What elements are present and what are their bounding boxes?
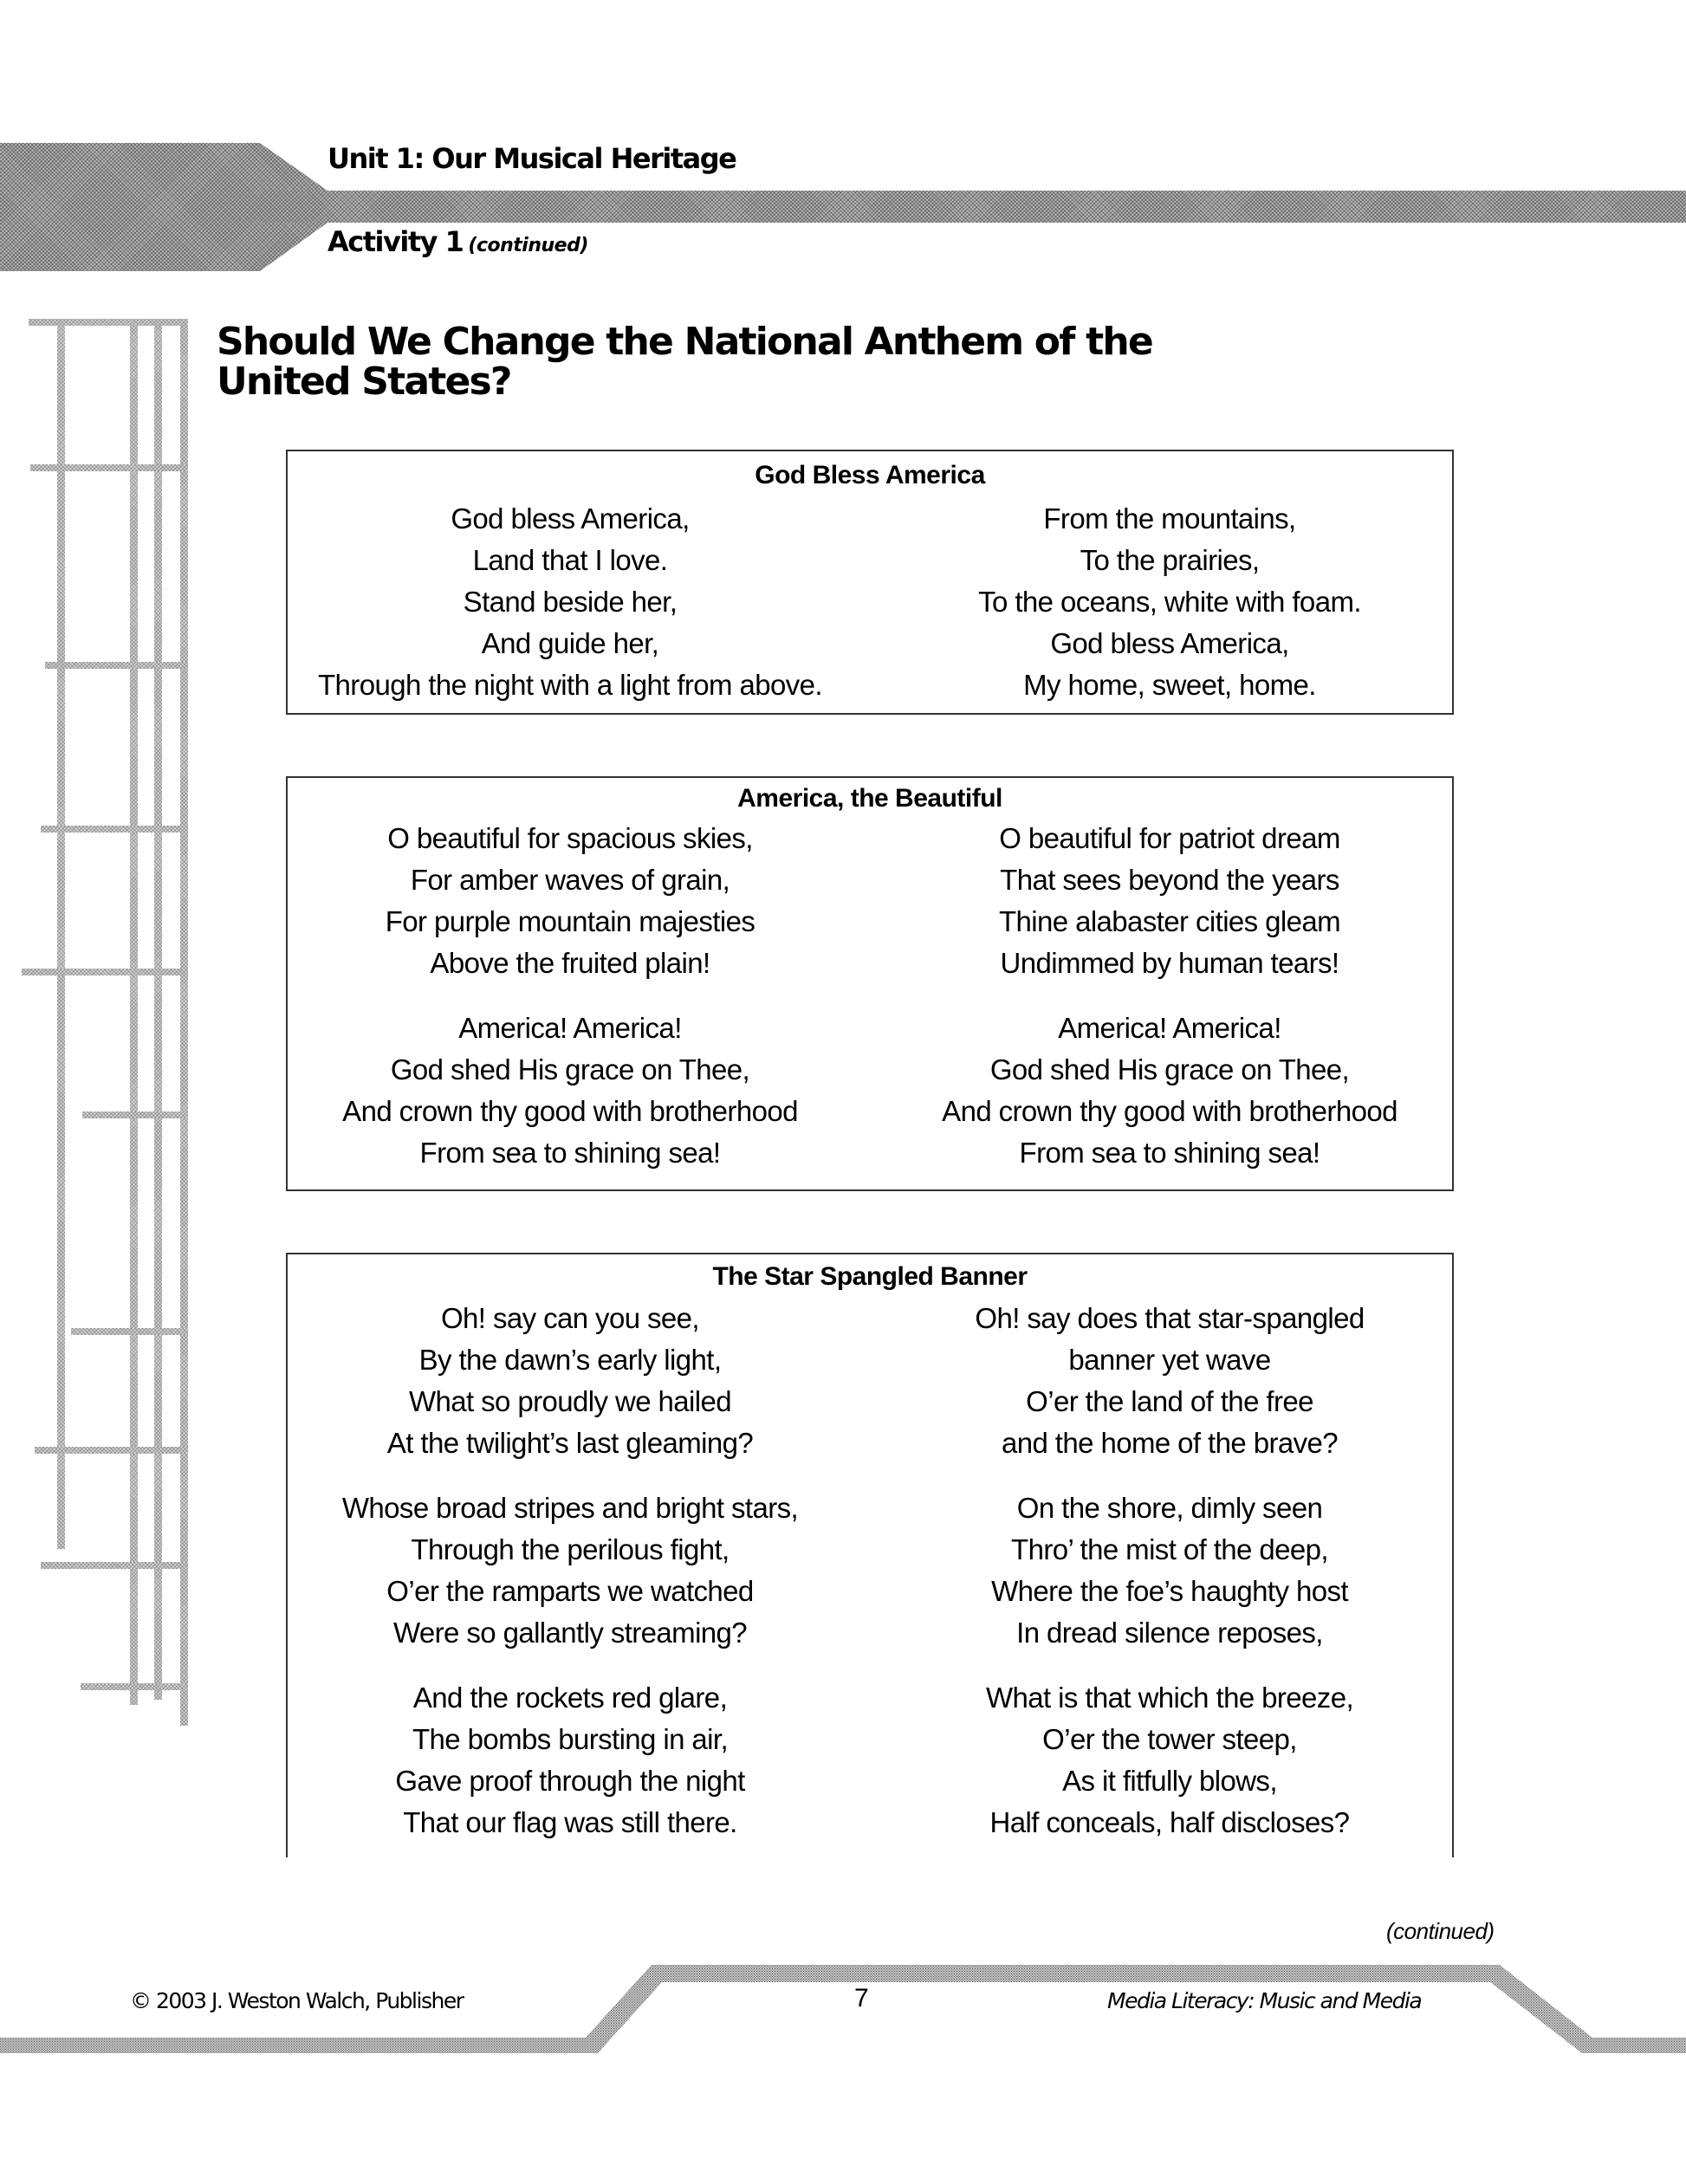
lyric-line: banner yet wave <box>1068 1344 1271 1376</box>
lyrics-stanza <box>288 498 853 706</box>
grid-horizontal-line <box>81 1683 188 1690</box>
lyrics-stanza <box>887 1008 1452 1174</box>
lyrics-left-column <box>288 818 870 1174</box>
lyric-line: At the twilight’s last gleaming? <box>386 1427 754 1459</box>
page-title-line-2: United States? <box>217 360 511 404</box>
lyrics-stanza <box>288 1487 853 1654</box>
lyric-line: God bless America, <box>1050 627 1289 659</box>
lyrics-stanza <box>887 818 1452 984</box>
lyric-line: Oh! say does that star-spangled <box>975 1302 1365 1334</box>
continued-note: (continued) <box>1386 1918 1495 1944</box>
lyric-line: God shed His grace on Thee, <box>989 1053 1350 1086</box>
footer-book-title: Media Literacy: Music and Media <box>1107 1988 1422 2013</box>
grid-vertical-line <box>57 321 65 1549</box>
lyric-line: On the shore, dimly seen <box>1016 1492 1323 1524</box>
lyric-line: And crown thy good with brotherhood <box>942 1095 1397 1127</box>
footer-page-number: 7 <box>854 1984 868 2012</box>
lyrics-left-column <box>288 498 870 706</box>
lyric-line: The bombs bursting in air, <box>412 1723 729 1755</box>
lyrics-stanza <box>288 1298 853 1464</box>
lyric-line: That our flag was still there. <box>403 1806 737 1838</box>
grid-vertical-line <box>180 321 188 1726</box>
lyric-line: From the mountains, <box>1043 502 1296 535</box>
footer-copyright: © 2003 J. Weston Walch, Publisher <box>130 1988 464 2013</box>
activity-continued-note: (continued) <box>468 235 588 256</box>
lyric-line: O beautiful for patriot dream <box>999 822 1340 854</box>
lyric-line: Half conceals, half discloses? <box>989 1806 1350 1838</box>
grid-horizontal-line <box>41 826 188 833</box>
lyric-line: Undimmed by human tears! <box>1000 947 1339 979</box>
song-title: The Star Spangled Banner <box>712 1262 1028 1291</box>
page-title-line-1: Should We Change the National Anthem of the <box>217 320 1152 364</box>
lyric-line: God shed His grace on Thee, <box>390 1053 750 1086</box>
activity-title <box>327 225 588 258</box>
page-title <box>217 322 1343 402</box>
lyric-line: Through the night with a light from above. <box>318 669 822 701</box>
lyric-line: From sea to shining sea! <box>1019 1137 1320 1169</box>
lyric-line: To the oceans, white with foam. <box>978 586 1361 618</box>
lyric-line: Gave proof through the night <box>395 1765 745 1797</box>
lyric-line: For purple mountain majesties <box>385 905 755 937</box>
lyric-line: From sea to shining sea! <box>419 1137 721 1169</box>
lyric-line: O’er the tower steep, <box>1042 1723 1297 1755</box>
song-box-america-the-beautiful <box>286 776 1454 1191</box>
lyrics-stanza <box>887 1487 1452 1654</box>
lyric-line: To the prairies, <box>1080 544 1260 576</box>
grid-horizontal-line <box>29 319 188 326</box>
grid-vertical-line <box>154 321 162 1700</box>
lyric-line: Through the perilous fight, <box>411 1533 730 1565</box>
lyric-line: For amber waves of grain, <box>410 864 730 896</box>
lyrics-left-column <box>288 1298 870 1844</box>
lyrics-right-column <box>870 498 1452 706</box>
lyric-line: And crown thy good with brotherhood <box>342 1095 798 1127</box>
lyrics-right-column <box>870 1298 1452 1844</box>
lyric-line: Were so gallantly streaming? <box>392 1617 748 1649</box>
lyric-line: What so proudly we hailed <box>408 1385 732 1417</box>
lyric-line: Thine alabaster cities gleam <box>998 905 1341 937</box>
lyric-line: What is that which the breeze, <box>985 1682 1354 1714</box>
lyric-line: Whose broad stripes and bright stars, <box>341 1492 799 1524</box>
lyric-line: O’er the land of the free <box>1026 1385 1313 1417</box>
song-box-god-bless-america <box>286 450 1454 715</box>
lyrics-right-column <box>870 818 1452 1174</box>
unit-title: Unit 1: Our Musical Heritage <box>327 142 736 175</box>
lyrics-stanza <box>288 1008 853 1174</box>
activity-label: Activity 1 <box>327 225 464 258</box>
lyric-line: Where the foe’s haughty host <box>991 1575 1348 1607</box>
lyric-line: My home, sweet, home. <box>1023 669 1316 701</box>
header-band-decoration <box>260 191 1686 223</box>
lyrics-stanza <box>887 1298 1452 1464</box>
song-box-star-spangled-banner <box>286 1253 1454 1857</box>
grid-horizontal-line <box>45 662 188 669</box>
lyrics-stanza <box>288 1677 853 1844</box>
grid-horizontal-line <box>22 969 188 975</box>
lyric-line: And the rockets red glare, <box>412 1682 728 1714</box>
lyric-line: O’er the ramparts we watched <box>386 1575 754 1607</box>
lyric-line: Stand beside her, <box>463 586 678 618</box>
lyric-line: Oh! say can you see, <box>440 1302 699 1334</box>
lyric-line: O beautiful for spacious skies, <box>387 822 753 854</box>
lyric-line: That sees beyond the years <box>1000 864 1339 896</box>
left-margin-grid-decoration <box>0 0 199 1819</box>
lyric-line: And guide her, <box>481 627 659 659</box>
lyric-line: By the dawn’s early light, <box>418 1344 722 1376</box>
lyric-line: Land that I love. <box>472 544 668 576</box>
grid-horizontal-line <box>41 1562 188 1569</box>
grid-horizontal-line <box>35 1447 188 1454</box>
lyrics-stanza <box>288 818 853 984</box>
lyric-line: and the home of the brave? <box>1001 1427 1339 1459</box>
grid-horizontal-line <box>82 1111 188 1118</box>
lyric-line: Above the fruited plain! <box>430 947 710 979</box>
song-title: America, the Beautiful <box>737 784 1002 813</box>
lyric-line: Thro’ the mist of the deep, <box>1011 1533 1328 1565</box>
lyrics-stanza <box>887 1677 1452 1844</box>
lyric-line: As it fitfully blows, <box>1062 1765 1277 1797</box>
grid-horizontal-line <box>30 464 188 471</box>
lyric-line: America! America! <box>1058 1012 1281 1044</box>
song-title: God Bless America <box>755 461 985 489</box>
lyric-line: In dread silence reposes, <box>1016 1617 1323 1649</box>
lyric-line: God bless America, <box>451 502 690 535</box>
grid-vertical-line <box>130 321 138 1705</box>
lyrics-stanza <box>887 498 1452 706</box>
grid-horizontal-line <box>71 1328 188 1335</box>
lyric-line: America! America! <box>458 1012 682 1044</box>
